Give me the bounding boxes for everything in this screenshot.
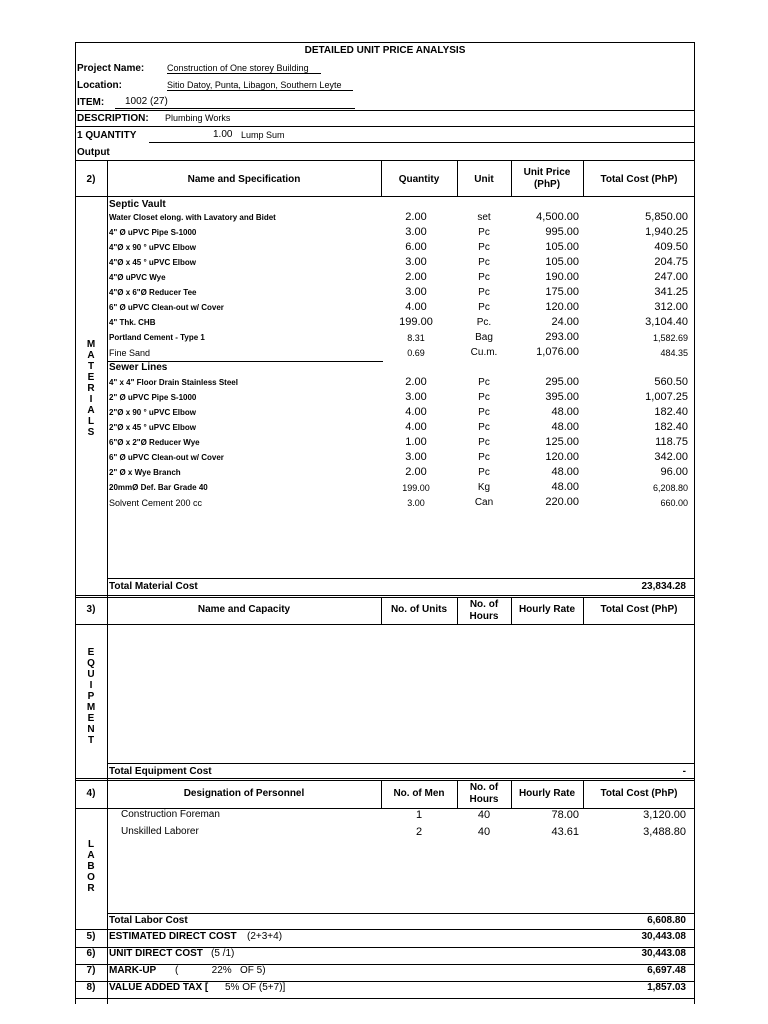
- material-name: 2"Ø x 45 ° uPVC Elbow: [109, 423, 197, 432]
- labor-hours: 40: [477, 826, 491, 838]
- material-unit-price: 220.00: [545, 496, 579, 508]
- material-row: [75, 270, 695, 285]
- material-unit: set: [477, 212, 491, 223]
- material-quantity: 2.00: [405, 211, 427, 223]
- project-name-label: Project Name:: [77, 63, 145, 74]
- material-name: 20mmØ Def. Bar Grade 40: [109, 483, 208, 492]
- material-name: 2" Ø uPVC Pipe S-1000: [109, 393, 197, 402]
- total-equipment-cost-label: Total Equipment Cost: [109, 766, 212, 777]
- summary-number: 5): [86, 931, 96, 942]
- quantity-label: 1 QUANTITY: [77, 130, 137, 141]
- material-row: [75, 405, 695, 420]
- materials-vertical-letter: A: [87, 405, 95, 416]
- equipment-vertical-letter: M: [86, 702, 96, 713]
- summary-value: 6,697.48: [647, 965, 686, 976]
- summary-number: 8): [86, 982, 96, 993]
- material-quantity: 199.00: [402, 483, 430, 493]
- material-row: [75, 480, 695, 495]
- material-unit-price: 48.00: [551, 421, 579, 433]
- material-total-cost: 3,104.40: [645, 316, 688, 328]
- material-name: 2" Ø x Wye Branch: [109, 468, 181, 477]
- item-value: 1002 (27): [125, 96, 168, 107]
- labor-header-hours: No. of Hours: [469, 782, 499, 805]
- material-name: 4" Thk. CHB: [109, 318, 156, 327]
- material-quantity: 2.00: [405, 271, 427, 283]
- materials-vertical-letter: E: [87, 372, 95, 383]
- equipment-vertical-letter: T: [87, 735, 95, 746]
- summary-note: (5 /1): [211, 948, 235, 959]
- material-unit: Cu.m.: [470, 347, 498, 358]
- total-labor-cost-label: Total Labor Cost: [109, 915, 188, 926]
- material-quantity: 3.00: [405, 226, 427, 238]
- material-unit: Bag: [475, 332, 493, 343]
- material-unit: Pc: [478, 437, 490, 448]
- material-unit-price: 24.00: [551, 316, 579, 328]
- material-unit-price: 48.00: [551, 466, 579, 478]
- material-name: Fine Sand: [109, 348, 151, 358]
- materials-header-quantity: Quantity: [398, 174, 440, 185]
- material-unit: Pc: [478, 287, 490, 298]
- material-quantity: 2.00: [405, 466, 427, 478]
- total-equipment-cost-value: -: [682, 766, 686, 777]
- material-total-cost: 1,582.69: [652, 333, 688, 343]
- materials-header-total: Total Cost (PhP): [600, 174, 678, 185]
- material-quantity: 3.00: [405, 391, 427, 403]
- material-unit: Pc: [478, 257, 490, 268]
- material-row: [75, 450, 695, 465]
- material-row: [75, 435, 695, 450]
- material-name: 4"Ø uPVC Wye: [109, 273, 166, 282]
- total-labor-cost-value: 6,608.80: [647, 915, 686, 926]
- septic-vault-heading: Septic Vault: [109, 199, 166, 210]
- material-name: 2"Ø x 90 ° uPVC Elbow: [109, 408, 197, 417]
- material-total-cost: 5,850.00: [645, 211, 688, 223]
- material-row: [75, 420, 695, 435]
- unit-price-analysis-sheet: [75, 42, 695, 1004]
- labor-section-number: 4): [86, 788, 96, 799]
- material-unit-price: 120.00: [545, 301, 579, 313]
- material-total-cost: 341.25: [654, 286, 688, 298]
- item-label: ITEM:: [77, 97, 105, 108]
- summary-value: 30,443.08: [641, 931, 686, 942]
- output-label: Output: [77, 147, 110, 158]
- material-unit-price: 293.00: [545, 331, 579, 343]
- material-row: [75, 210, 695, 225]
- labor-designation: Construction Foreman: [121, 809, 220, 820]
- material-unit-price: 120.00: [545, 451, 579, 463]
- material-unit: Pc: [478, 242, 490, 253]
- labor-hours: 40: [477, 809, 491, 821]
- material-quantity: 0.69: [407, 348, 425, 358]
- sewer-lines-heading: Sewer Lines: [109, 362, 168, 373]
- material-unit-price: 175.00: [545, 286, 579, 298]
- material-unit-price: 125.00: [545, 436, 579, 448]
- materials-vertical-letter: M: [86, 339, 96, 350]
- material-row: [75, 255, 695, 270]
- total-material-cost-label: Total Material Cost: [109, 581, 198, 592]
- document-title: DETAILED UNIT PRICE ANALYSIS: [304, 45, 466, 56]
- equipment-header-name: Name and Capacity: [197, 604, 291, 615]
- material-quantity: 3.00: [407, 498, 425, 508]
- summary-label: UNIT DIRECT COST: [109, 948, 203, 959]
- labor-hourly-rate: 43.61: [551, 826, 579, 838]
- material-total-cost: 312.00: [654, 301, 688, 313]
- material-unit: Pc.: [476, 317, 492, 328]
- labor-vertical-letter: A: [87, 850, 95, 861]
- material-row: [75, 375, 695, 390]
- summary-note: 5% OF (5+7)]: [225, 982, 286, 993]
- material-unit-price: 105.00: [545, 241, 579, 253]
- material-name: 6" Ø uPVC Clean-out w/ Cover: [109, 303, 224, 312]
- material-total-cost: 247.00: [654, 271, 688, 283]
- labor-vertical-letter: B: [87, 861, 95, 872]
- material-unit: Pc: [478, 302, 490, 313]
- material-total-cost: 96.00: [660, 466, 688, 478]
- labor-total-cost: 3,120.00: [643, 809, 686, 821]
- material-row: [75, 285, 695, 300]
- summary-label: ESTIMATED DIRECT COST: [109, 931, 237, 942]
- material-total-cost: 1,007.25: [645, 391, 688, 403]
- equipment-vertical-letter: Q: [87, 658, 95, 669]
- material-row: [75, 390, 695, 405]
- material-unit-price: 105.00: [545, 256, 579, 268]
- labor-header-rate: Hourly Rate: [518, 788, 576, 799]
- summary-note: ( 22% OF 5): [175, 965, 266, 976]
- equipment-header-units: No. of Units: [390, 604, 448, 615]
- material-quantity: 3.00: [405, 451, 427, 463]
- summary-label: VALUE ADDED TAX [: [109, 982, 209, 993]
- material-total-cost: 1,940.25: [645, 226, 688, 238]
- equipment-section-number: 3): [86, 604, 96, 615]
- material-quantity: 4.00: [405, 421, 427, 433]
- labor-men: 1: [415, 809, 423, 821]
- material-unit-price: 395.00: [545, 391, 579, 403]
- material-row: [75, 300, 695, 315]
- materials-vertical-letter: R: [87, 383, 95, 394]
- materials-vertical-letter: I: [89, 394, 93, 405]
- material-quantity: 1.00: [405, 436, 427, 448]
- material-total-cost: 182.40: [654, 421, 688, 433]
- material-name: Solvent Cement 200 cc: [109, 498, 203, 508]
- material-name: 4"Ø x 6"Ø Reducer Tee: [109, 288, 197, 297]
- material-unit-price: 48.00: [551, 481, 579, 493]
- material-unit-price: 190.00: [545, 271, 579, 283]
- labor-hourly-rate: 78.00: [551, 809, 579, 821]
- material-quantity: 4.00: [405, 301, 427, 313]
- material-quantity: 4.00: [405, 406, 427, 418]
- summary-label: MARK-UP: [109, 965, 157, 976]
- summary-value: 30,443.08: [641, 948, 686, 959]
- material-row: [75, 495, 695, 510]
- labor-vertical-letter: R: [87, 883, 95, 894]
- location-label: Location:: [77, 80, 122, 91]
- material-unit: Pc: [478, 227, 490, 238]
- labor-header-total: Total Cost (PhP): [600, 788, 678, 799]
- material-unit: Pc: [478, 452, 490, 463]
- labor-total-cost: 3,488.80: [643, 826, 686, 838]
- quantity-value: 1.00: [213, 129, 233, 140]
- labor-designation: Unskilled Laborer: [121, 826, 199, 837]
- material-unit: Pc: [478, 377, 490, 388]
- summary-number: 6): [86, 948, 96, 959]
- materials-vertical-letter: L: [87, 416, 95, 427]
- labor-vertical-label: [81, 839, 101, 894]
- materials-vertical-letter: A: [87, 350, 95, 361]
- summary-number: 7): [86, 965, 96, 976]
- material-total-cost: 118.75: [655, 436, 688, 448]
- description-value: Plumbing Works: [165, 113, 231, 123]
- material-name: 4" Ø uPVC Pipe S-1000: [109, 228, 197, 237]
- material-row: [75, 465, 695, 480]
- material-row: [75, 240, 695, 255]
- total-material-cost-value: 23,834.28: [641, 581, 686, 592]
- labor-header-name: Designation of Personnel: [183, 788, 305, 799]
- material-total-cost: 182.40: [654, 406, 688, 418]
- material-name: 4"Ø x 45 ° uPVC Elbow: [109, 258, 197, 267]
- equipment-header-hours: No. of Hours: [469, 599, 499, 622]
- material-unit: Kg: [477, 482, 491, 493]
- material-name: 6"Ø x 2"Ø Reducer Wye: [109, 438, 200, 447]
- material-row: [75, 315, 695, 330]
- material-row: [75, 345, 695, 360]
- material-unit-price: 295.00: [545, 376, 579, 388]
- material-quantity: 3.00: [405, 286, 427, 298]
- summary-value: 1,857.03: [647, 982, 686, 993]
- equipment-header-rate: Hourly Rate: [518, 604, 576, 615]
- material-unit-price: 1,076.00: [536, 346, 579, 358]
- materials-vertical-letter: T: [87, 361, 95, 372]
- equipment-vertical-letter: P: [87, 691, 95, 702]
- materials-section-number: 2): [86, 174, 96, 185]
- equipment-header-total: Total Cost (PhP): [600, 604, 678, 615]
- material-quantity: 6.00: [405, 241, 427, 253]
- material-unit-price: 4,500.00: [536, 211, 579, 223]
- labor-vertical-letter: L: [87, 839, 95, 850]
- material-row: [75, 225, 695, 240]
- material-unit: Pc: [478, 272, 490, 283]
- material-quantity: 8.31: [407, 333, 425, 343]
- materials-header-unit-price: Unit Price (PhP): [523, 167, 571, 190]
- equipment-vertical-letter: E: [87, 713, 95, 724]
- material-name: 4" x 4" Floor Drain Stainless Steel: [109, 378, 238, 387]
- materials-header-unit: Unit: [474, 174, 494, 185]
- labor-men: 2: [415, 826, 423, 838]
- material-unit-price: 995.00: [545, 226, 579, 238]
- material-unit-price: 48.00: [551, 406, 579, 418]
- labor-header-men: No. of Men: [393, 788, 445, 799]
- material-total-cost: 560.50: [654, 376, 688, 388]
- material-quantity: 3.00: [405, 256, 427, 268]
- material-total-cost: 342.00: [654, 451, 688, 463]
- material-name: Portland Cement - Type 1: [109, 333, 205, 342]
- material-unit: Pc: [478, 422, 490, 433]
- equipment-vertical-letter: U: [87, 669, 95, 680]
- material-quantity: 199.00: [399, 316, 433, 328]
- material-total-cost: 6,208.80: [652, 483, 688, 493]
- materials-vertical-letter: S: [87, 427, 95, 438]
- material-row: [75, 330, 695, 345]
- material-name: Water Closet elong. with Lavatory and Bidet: [109, 213, 276, 222]
- material-name: 4"Ø x 90 ° uPVC Elbow: [109, 243, 197, 252]
- equipment-vertical-label: [81, 647, 101, 746]
- material-unit: Pc: [478, 467, 490, 478]
- material-total-cost: 204.75: [654, 256, 688, 268]
- project-name-value: Construction of One storey Building: [167, 64, 321, 74]
- location-value: Sitio Datoy, Punta, Libagon, Southern Leyte: [167, 81, 353, 91]
- material-name: 6" Ø uPVC Clean-out w/ Cover: [109, 453, 224, 462]
- material-unit: Can: [474, 497, 494, 508]
- material-total-cost: 484.35: [660, 348, 688, 358]
- labor-vertical-letter: O: [87, 872, 95, 883]
- material-unit: Pc: [478, 392, 490, 403]
- equipment-vertical-letter: N: [87, 724, 95, 735]
- description-label: DESCRIPTION:: [77, 113, 149, 124]
- equipment-vertical-letter: I: [89, 680, 93, 691]
- material-total-cost: 660.00: [660, 498, 688, 508]
- equipment-vertical-letter: E: [87, 647, 95, 658]
- material-total-cost: 409.50: [654, 241, 688, 253]
- summary-note: (2+3+4): [247, 931, 283, 942]
- quantity-unit: Lump Sum: [241, 130, 285, 140]
- materials-header-name: Name and Specification: [187, 174, 301, 185]
- material-unit: Pc: [478, 407, 490, 418]
- material-quantity: 2.00: [405, 376, 427, 388]
